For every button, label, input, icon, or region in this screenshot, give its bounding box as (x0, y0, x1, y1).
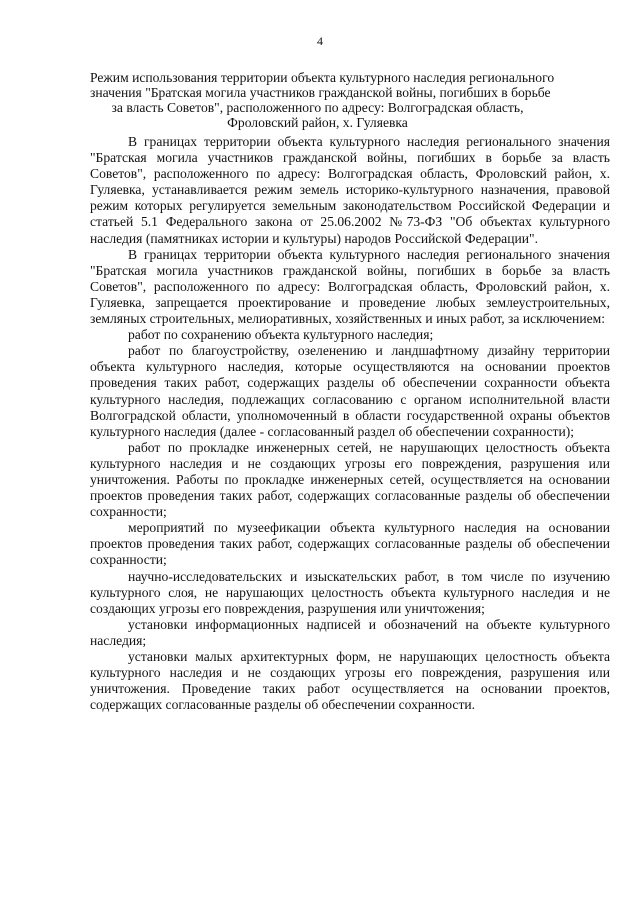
document-body (90, 134, 610, 713)
title-line: Режим использования территории объекта культурного наследия регионального (90, 70, 555, 85)
list-item: мероприятий по музеефикации объекта культурного наследия на основании проектов проведения таких работ, содержащих согласованные разделы об обеспечении сохранности; (90, 520, 610, 568)
page-number: 4 (317, 34, 323, 48)
document-title (90, 70, 555, 130)
list-item: установки информационных надписей и обозначений на объекте культурного наследия; (90, 616, 610, 648)
paragraph: В границах территории объекта культурного наследия регионального значения "Братская могила участников гражданской войны, погибших в борьбе за власть Советов", расположенного по адресу: Волгоградская область, Фроловский район, х. Гуляевка, устанавливается режим земель историко-культурного назначения, правовой режим которых регулируется земельным законодательством Российской Федерации и статьей 5.1 Федерального закона от 25.06.2002 №73-ФЗ "Об объектах культурного наследия (памятниках истории и культуры) народов Российской Федерации". (90, 134, 610, 246)
list-item: установки малых архитектурных форм, не нарушающих целостность объекта культурного наследия и не создающих угрозы его повреждения, разрушения или уничтожения. Проведение таких работ осуществляется на основании проектов, содержащих согласованные разделы об обеспечении сохранности. (90, 649, 610, 713)
list-item: работ по благоустройству, озеленению и ландшафтному дизайну территории объекта культурного наследия, которые осуществляются на основании проектов проведения таких работ, содержащих разделы об обеспечении сохранности объекта культурного наследия, подлежащих согласованию с органом исполнительной власти Волгоградской области, уполномоченный в области государственной охраны объектов культурного наследия (далее - согласованный раздел об обеспечении сохранности); (90, 343, 610, 439)
title-line: Фроловский район, х. Гуляевка (227, 115, 408, 130)
list-item: работ по прокладке инженерных сетей, не нарушающих целостность объекта культурного наследия и не создающих угрозы его повреждения, разрушения или уничтожения. Работы по прокладке инженерных сетей, осуществляется на основании проектов проведения таких работ, содержащих согласованные разделы об обеспечении сохранности; (90, 439, 610, 520)
list-item: работ по сохранению объекта культурного наследия; (128, 327, 434, 343)
title-line: за власть Советов", расположенного по адресу: Волгоградская область, (111, 100, 524, 115)
list-item: научно-исследовательских и изыскательских работ, в том числе по изучению культурного слоя, не нарушающих целостность объекта культурного наследия и не создающих угрозы его повреждения, разрушения или уничтожения; (90, 568, 610, 616)
title-line: значения "Братская могила участников гражданской войны, погибших в борьбе (90, 85, 551, 100)
paragraph: В границах территории объекта культурного наследия регионального значения "Братская могила участников гражданской войны, погибших в борьбе за власть Советов", расположенного по адресу: Волгоградская область, Фроловский район, х. Гуляевка, запрещается проектирование и проведение любых землеустроительных, земляных строительных, мелиоративных, хозяйственных и иных работ, за исключением: (90, 246, 610, 327)
